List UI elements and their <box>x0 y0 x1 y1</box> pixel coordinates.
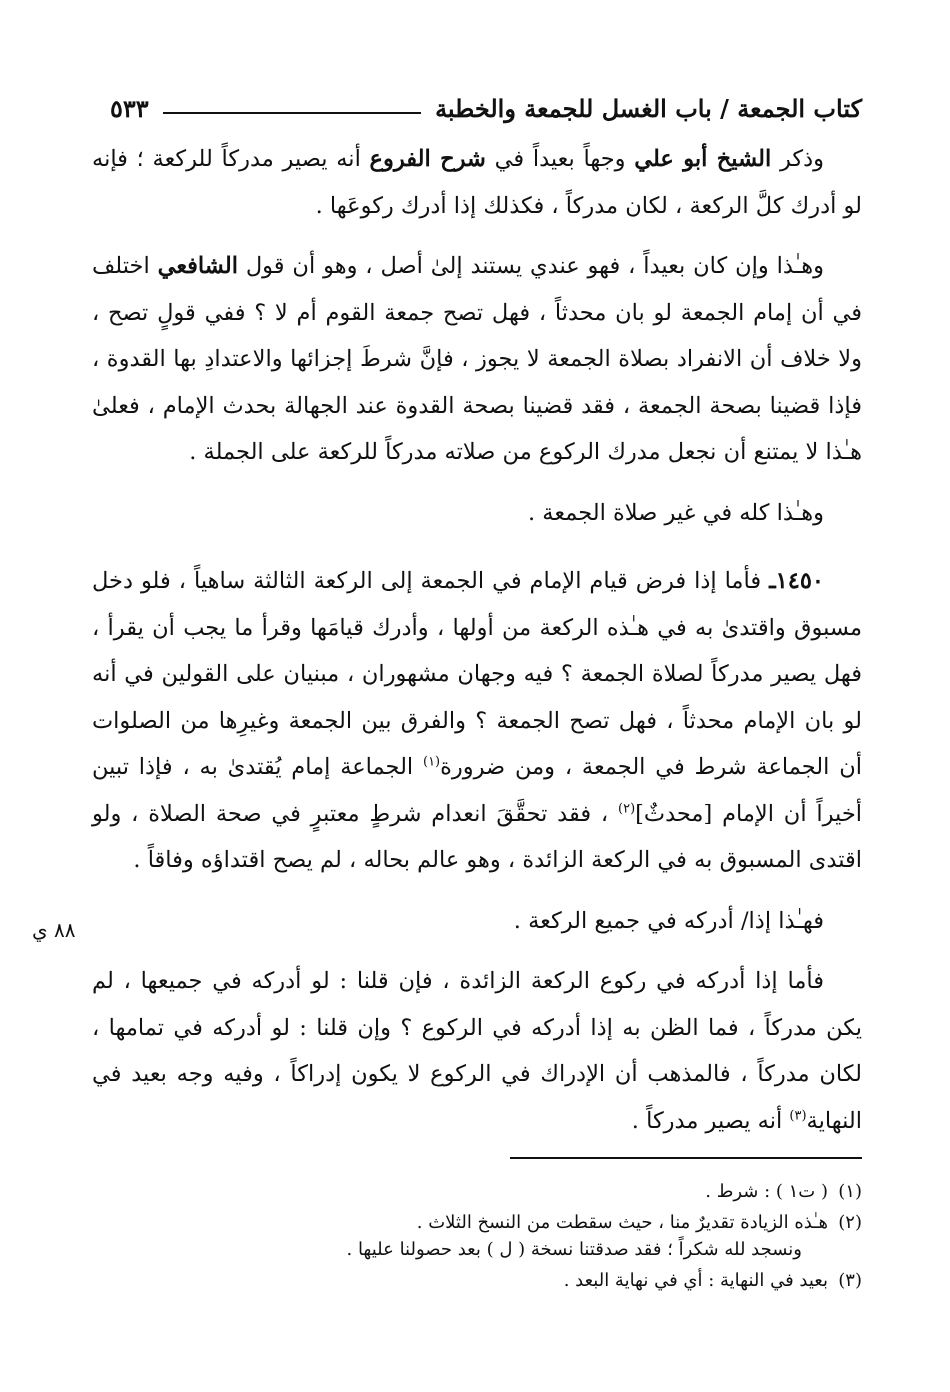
footnote-marker-2[interactable]: (٢) <box>618 801 636 816</box>
main-text <box>92 136 862 1144</box>
paragraph-1 <box>92 136 862 229</box>
chapter-title: كتاب الجمعة / باب الغسل للجمعة والخطبة <box>435 93 862 123</box>
footnote-marker-1[interactable]: (١) <box>422 754 441 770</box>
paragraph-6 <box>92 958 862 1144</box>
paragraph-2 <box>92 243 862 476</box>
footnote-marker-3[interactable]: (٣) <box>789 1108 807 1123</box>
footnote-3 <box>92 1267 862 1294</box>
footnote-number: (٢) <box>838 1212 862 1233</box>
footnote-number: (٣) <box>838 1270 862 1291</box>
footnote-text: هـٰذه الزيادة تقديرٌ منا ، حيث سقطت من النسخ الثلاث . <box>416 1212 828 1233</box>
paragraph-1450 <box>92 558 862 884</box>
text-run: فأما إذا فرض قيام الإمام في الجمعة إلى الركعة الثالثة ساهياً ، فلو دخل مسبوق واقتدىٰ به في هـٰذه الركعة من أولها ، وأدرك قيامَها وقرأ ما يجب أن يقرأ ، فهل يصير مدركاً لصلاة الجمعة ؟ فيه وجهان مشهوران ، مبنيان على القولين في أنه لو بان الإمام محدثاً ، فهل تصح الجمعة ؟ والفرق بين الجمعة وغيرِها من الصلوات أن الجماعة شرط في الجمعة ، ومن ضرورة <box>92 568 862 780</box>
header-rule <box>163 112 421 114</box>
footnotes <box>92 1178 862 1294</box>
running-header <box>110 88 862 128</box>
page-number: ٥٣٣ <box>110 93 149 123</box>
footnote-separator <box>510 1157 862 1159</box>
footnote-number: (١) <box>838 1181 862 1202</box>
footnote-text: ( ت١ ) : شرط . <box>705 1181 828 1202</box>
issue-number: ١٤٥٠ـ <box>769 568 824 594</box>
text-run: اختلف في أن إمام الجمعة لو بان محدثاً ، فهل تصح جمعة القوم أم لا ؟ ففي قولٍ تصح ، ولا خلاف أن الانفراد بصلاة الجمعة لا يجوز ، فإنَّ شرطَ إجزائها والاعتدادِ بها القدوة ، فإذا قضينا بصحة الجمعة ، فقد قضينا بصحة القدوة عند الجهالة بحدث الإمام ، فعلىٰ هـٰذا لا يمتنع أن نجعل مدرك الركوع من صلاته مدركاً للركعة على الجملة . <box>92 253 862 465</box>
bold-name: الشيخ أبو علي <box>634 146 772 172</box>
text-run: فأما إذا أدركه في ركوع الركعة الزائدة ، فإن قلنا : لو أدركه في جميعها ، لم يكن مدركاً ، فما الظن به إذا أدركه في الركوع ؟ وإن قلنا : لو أدركه في تمامها ، لكان مدركاً ، فالمذهب أن الإدراك في الركوع لا يكون إدراكاً ، وفيه وجه بعيد في النهاية <box>92 968 862 1134</box>
paragraph-3: وهـٰذا كله في غير صلاة الجمعة . <box>527 499 824 526</box>
text-run: وهـٰذا وإن كان بعيداً ، فهو عندي يستند إلىٰ أصل ، وهو أن قول <box>237 253 824 279</box>
footnote-2 <box>92 1209 862 1236</box>
footnote-2-continuation: ونسجد لله شكراً ؛ فقد صدقتنا نسخة ( ل ) بعد حصولنا عليها . <box>346 1239 802 1260</box>
manuscript-folio-note: ٨٨ ي <box>32 918 76 942</box>
text-run: أنه يصير مدركاً . <box>631 1107 790 1134</box>
text-run: وجهاً بعيداً في <box>485 146 635 172</box>
text-run: أنه يصير مدركاً للركعة ؛ فإنه لو أدرك كلَّ الركعة ، لكان مدركاً ، فكذلك إذا أدرك ركوعَها . <box>92 146 862 219</box>
bold-name: الشافعي <box>157 253 238 279</box>
text-run: الجماعة إمام يُقتدىٰ به ، فإذا تبين أخيراً أن الإمام [محدثٌ] <box>92 754 862 827</box>
bold-book-title: شرح الفروع <box>369 146 486 172</box>
paragraph-5: فهـٰذا إذا/ أدركه في جميع الركعة . <box>513 907 824 934</box>
text-run: وذكر <box>771 146 824 172</box>
text-run: ، فقد تحقَّقَ انعدام شرطٍ معتبرٍ في صحة الصلاة ، ولو اقتدى المسبوق به في الركعة الزائدة ، وهو عالم بحاله ، لم يصح اقتداؤه وفاقاً . <box>92 800 862 873</box>
footnote-text: بعيد في النهاية : أي في نهاية البعد . <box>563 1270 828 1291</box>
footnote-1 <box>92 1178 862 1205</box>
